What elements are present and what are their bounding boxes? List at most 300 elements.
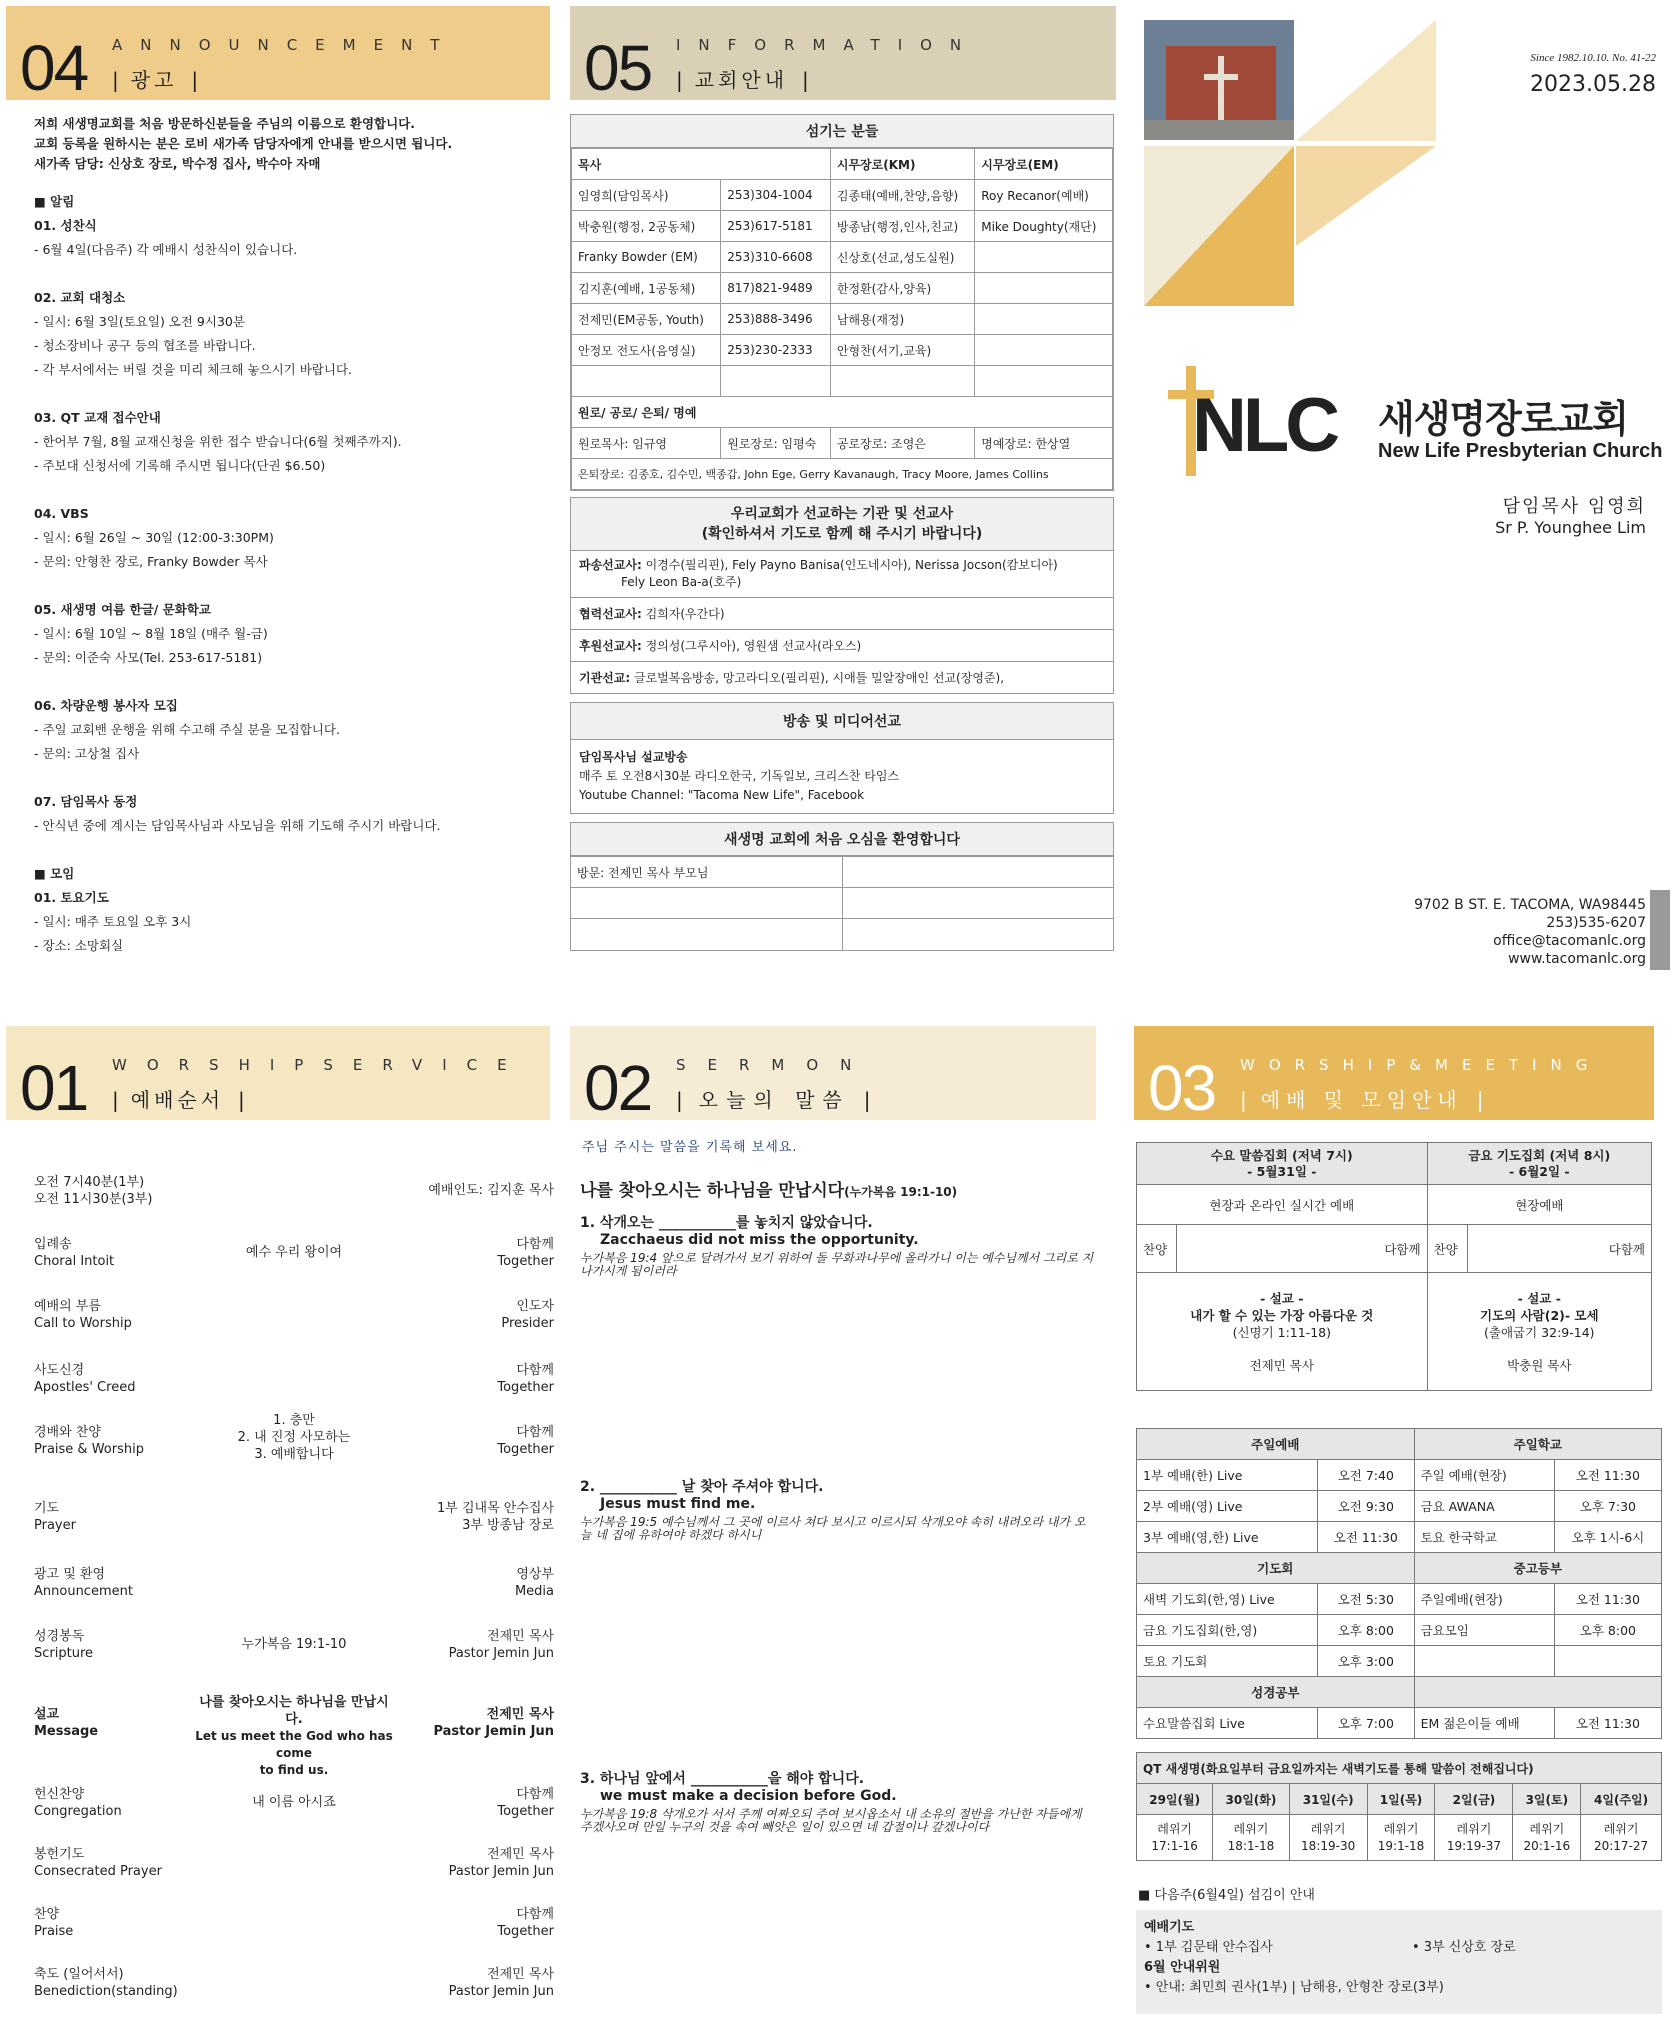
worship-item-leader <box>384 1906 554 1940</box>
cell: 금요 기도집회(한,영) <box>1137 1615 1318 1646</box>
cell: 새벽 기도회(한,영) Live <box>1137 1584 1318 1615</box>
meeting-line: - 일시: 매주 토요일 오후 3시 <box>34 914 192 929</box>
point-verse: 누가복음 19:5 예수님께서 그 곳에 이르사 쳐다 보시고 이르시되 삭개오야 속히 내려오라 내가 오늘 네 집에 유하여야 하겠다 하시니 <box>580 1515 1086 1542</box>
content-line: 예수 우리 왕이여 <box>245 1245 343 1260</box>
cell: 오전 11:30 <box>1554 1708 1661 1739</box>
worship-row <box>34 1628 554 1678</box>
worship-item-content <box>194 1636 394 1653</box>
table-row <box>1137 1522 1662 1553</box>
section-eng-title: WORSHIP&MEETING <box>1240 1056 1602 1074</box>
cell: 오전 11:30 <box>1554 1584 1661 1615</box>
table-row <box>572 304 1113 335</box>
worship-row <box>34 1362 554 1412</box>
table-row <box>1137 1491 1662 1522</box>
servers-box <box>570 114 1114 491</box>
item-kor: 사도신경 <box>34 1363 85 1378</box>
cell: 방종남(행정,인사,친교) <box>830 211 974 242</box>
midweek-table <box>1136 1142 1652 1391</box>
cell: 253)617-5181 <box>721 211 831 242</box>
qt-ref: 19:1-18 <box>1377 1838 1425 1853</box>
qt-reading <box>1513 1815 1581 1861</box>
notice-line: - 문의: 이준숙 사모(Tel. 253-617-5181) <box>34 650 263 665</box>
leader-kor: 전제민 목사 <box>487 1629 554 1644</box>
worship-item-label <box>34 1846 194 1880</box>
leader-kor: 전제민 목사 <box>487 1847 554 1862</box>
cell: 금요 AWANA <box>1414 1491 1554 1522</box>
item-kor: 예배의 부름 <box>34 1299 101 1314</box>
worship-item-leader <box>384 1786 554 1820</box>
service-times <box>34 1174 554 1224</box>
notice-line: - 한어부 7월, 8월 교재신청을 위한 접수 받습니다(6월 첫째주까지). <box>34 434 402 449</box>
notice-line: - 6월 4일(다음주) 각 예배시 성찬식이 있습니다. <box>34 242 298 257</box>
point-kor: 1. 삭개오는 ___________를 놓치지 않았습니다. <box>580 1215 873 1231</box>
section-kor-title: | 오늘의 말씀 | <box>676 1084 878 1113</box>
sched-head: 주일예배 <box>1137 1429 1415 1460</box>
cell <box>975 242 1113 273</box>
prayer-label: 예배기도 <box>1144 1920 1195 1935</box>
mission-text: Fely Leon Ba-a(호주) <box>621 575 742 589</box>
cell: 방문: 전제민 목사 부모님 <box>571 857 842 888</box>
qt-ref: 20:17-27 <box>1593 1838 1649 1853</box>
table-row <box>572 335 1113 366</box>
worship-item-content <box>194 1412 394 1463</box>
next-week-title: ■ 다음주(6월4일) 섬김이 안내 <box>1138 1888 1315 1903</box>
content-line: 3. 예배합니다 <box>254 1447 334 1462</box>
cover-graphic <box>1136 6 1466 316</box>
section-eng-title: WORSHIPSERVICE <box>112 1056 527 1074</box>
church-name-eng: New Life Presbyterian Church <box>1378 440 1663 462</box>
leader-kor: 다함께 <box>516 1907 554 1922</box>
media-line: 매주 토 오전8시30분 라디오한국, 기독일보, 크리스찬 타임스 <box>579 769 900 783</box>
item-kor: 설교 <box>34 1707 60 1722</box>
cell: 오후 1시-6시 <box>1554 1522 1661 1553</box>
cell: 전제민(EM공동, Youth) <box>572 304 721 335</box>
qt-book: 레위기 <box>1233 1821 1269 1836</box>
since-info: Since 1982.10.10. No. 41-22 <box>1530 52 1656 64</box>
cell: 오전 11:30 <box>1318 1522 1415 1553</box>
qt-book: 레위기 <box>1310 1821 1346 1836</box>
worship-leader: 예배인도: 김지훈 목사 <box>428 1183 554 1198</box>
meeting-header: ■ 모임 <box>34 866 75 881</box>
leader-eng: Presider <box>501 1316 554 1331</box>
fri-sermon-title: 기도의 사람(2)- 모세 <box>1480 1307 1599 1323</box>
worship-item-label <box>34 1966 194 2000</box>
cell: 253)310-6608 <box>721 242 831 273</box>
worship-item-label <box>34 1906 194 1940</box>
announcement-panel <box>6 6 550 1006</box>
cell <box>975 304 1113 335</box>
cell: 253)230-2333 <box>721 335 831 366</box>
sermon-title <box>580 1176 1100 1201</box>
cell: 김지훈(예배, 1공동체) <box>572 273 721 304</box>
notice-item <box>34 598 534 670</box>
cell: 817)821-9489 <box>721 273 831 304</box>
cell: 원로목사: 임규영 <box>572 428 721 459</box>
mission-text: 김희자(우간다) <box>645 607 725 621</box>
cell: Mike Doughty(재단) <box>975 211 1113 242</box>
missions-title <box>571 498 1113 551</box>
cell: 한정환(감사,양육) <box>830 273 974 304</box>
content-line: 나를 찾아오시는 하나님을 만납시다. <box>199 1695 389 1727</box>
fri-sermon-ref: (출애굽기 32:9-14) <box>1484 1324 1595 1340</box>
qt-ref: 17:1-16 <box>1151 1838 1198 1853</box>
qt-day: 2일(금) <box>1435 1784 1513 1815</box>
time-line: 오전 7시40분(1부) <box>34 1175 145 1190</box>
notice-line: - 주보대 신청서에 기록해 주시면 됩니다(단권 $6.50) <box>34 458 326 473</box>
elders-title: 원로/ 공로/ 은퇴/ 명예 <box>572 397 1113 428</box>
next-week-box <box>1136 1910 1662 2014</box>
mission-text: 글로벌복음방송, 망고라디오(필리핀), 시애틀 밀알장애인 선교(장영준), <box>634 671 1005 685</box>
point-verse: 누가복음 19:8 삭개오가 서서 주께 여짜오되 주여 보시옵소서 내 소유의 절반을 가난한 자들에게 주겠사오며 만일 누구의 것을 속여 빼앗은 일이 있으면 네 갑절이나 갚겠나이다 <box>580 1807 1082 1834</box>
cell <box>1414 1646 1554 1677</box>
table-row <box>572 366 1113 397</box>
worship-row <box>34 1500 554 1550</box>
notice-title: 02. 교회 대청소 <box>34 290 126 305</box>
mission-label: 파송선교사: <box>579 558 642 572</box>
cell: 신상호(선교,성도실원) <box>830 242 974 273</box>
sermon-label: - 설교 - <box>1517 1290 1561 1306</box>
wed-preacher: 전제민 목사 <box>1249 1357 1314 1373</box>
church-logo <box>1164 366 1664 476</box>
table-row <box>1137 1615 1662 1646</box>
cell: 수요말씀집회 Live <box>1137 1708 1318 1739</box>
notice-title: 01. 성찬식 <box>34 218 97 233</box>
worship-row <box>34 1413 554 1474</box>
cell: 남해용(재정) <box>830 304 974 335</box>
mission-row <box>571 662 1113 693</box>
section-eng-title: ANNOUNCEMENT <box>112 36 458 54</box>
qt-day: 31일(수) <box>1289 1784 1367 1815</box>
qt-ref: 20:1-16 <box>1523 1838 1571 1853</box>
worship-item-label <box>34 1236 194 1270</box>
item-eng: Announcement <box>34 1584 133 1599</box>
welcome-title: 새생명 교회에 처음 오심을 환영합니다 <box>571 823 1113 856</box>
bulletin-date: 2023.05.28 <box>1530 72 1656 97</box>
qt-book: 레위기 <box>1603 1821 1639 1836</box>
cell: Roy Recanor(예배) <box>975 180 1113 211</box>
mission-row <box>571 598 1113 630</box>
worship-row <box>34 1786 554 1836</box>
mission-row <box>571 630 1113 662</box>
leader-eng: Together <box>497 1924 554 1939</box>
servers-table <box>571 148 1113 490</box>
sermon-ref: (누가복음 19:1-10) <box>844 1185 958 1199</box>
notice-line: - 일시: 6월 26일 ~ 30일 (12:00-3:30PM) <box>34 530 274 545</box>
cell: 금요모임 <box>1414 1615 1554 1646</box>
worship-item-leader <box>384 1566 554 1600</box>
point-eng: Jesus must find me. <box>600 1496 756 1512</box>
pastor-kor: 담임목사 임영희 <box>1502 496 1646 517</box>
sermon-panel <box>570 1026 1096 2036</box>
qt-ref: 18:19-30 <box>1301 1838 1356 1853</box>
table-row <box>572 242 1113 273</box>
cell: 임영희(담임목사) <box>572 180 721 211</box>
usher-label: 6월 안내위원 <box>1144 1960 1221 1975</box>
notice-line: - 문의: 고상철 집사 <box>34 746 140 761</box>
cell: 오전 7:40 <box>1318 1460 1415 1491</box>
notice-line: - 안식년 중에 계시는 담임목사님과 사모님을 위해 기도해 주시기 바랍니다. <box>34 818 441 833</box>
cell: 토요 기도회 <box>1137 1646 1318 1677</box>
worship-item-leader <box>384 1500 554 1534</box>
cover-panel <box>1136 6 1676 1006</box>
intro-line: 새가족 담당: 신상호 장로, 박수정 집사, 박수아 자매 <box>34 156 321 171</box>
worship-item-leader <box>384 1424 554 1458</box>
section-number: 03 <box>1148 1052 1216 1124</box>
content-line: Let us meet the God who has come <box>195 1729 393 1760</box>
wed-title-cell <box>1137 1143 1428 1185</box>
leader-eng: Together <box>497 1804 554 1819</box>
wed-sermon-title: 내가 할 수 있는 가장 아름다운 것 <box>1190 1307 1374 1323</box>
item-kor: 광고 및 환영 <box>34 1567 106 1582</box>
qt-reading <box>1289 1815 1367 1861</box>
worship-row <box>34 1846 554 1896</box>
sermon-point <box>580 1212 1096 1278</box>
point-kor: 2. ___________ 날 찾아 주셔야 합니다. <box>580 1479 824 1495</box>
table-row <box>1137 1460 1662 1491</box>
col-head: 시무장로(KM) <box>830 149 974 180</box>
point-eng: Zacchaeus did not miss the opportunity. <box>600 1232 919 1248</box>
wed-type: 현장과 온라인 실시간 예배 <box>1137 1185 1428 1225</box>
sched-head: 주일학교 <box>1414 1429 1661 1460</box>
sermon-title-text: 나를 찾아오시는 하나님을 만납시다 <box>580 1181 845 1201</box>
worship-item-label <box>34 1566 194 1600</box>
worship-item-label <box>34 1706 194 1740</box>
sched-head: 기도회 <box>1137 1553 1415 1584</box>
mission-text: 정의성(그루시아), 영원샘 선교사(라오스) <box>645 639 862 653</box>
section-eng-title: SERMON <box>676 1056 874 1074</box>
qt-book: 레위기 <box>1157 1821 1193 1836</box>
sermon-point <box>580 1476 1096 1542</box>
section-kor-title: | 예배순서 | <box>112 1084 249 1113</box>
media-box <box>570 702 1114 814</box>
cell: 박충원(행정, 2공동체) <box>572 211 721 242</box>
item-kor: 봉헌기도 <box>34 1847 85 1862</box>
item-kor: 기도 <box>34 1501 60 1516</box>
meeting-header <box>1134 1026 1654 1124</box>
point-eng: we must make a decision before God. <box>600 1788 897 1804</box>
meeting-line: - 장소: 소망회실 <box>34 938 124 953</box>
website-line: www.tacomanlc.org <box>1508 951 1646 967</box>
worship-item-leader <box>384 1236 554 1270</box>
missions-title-line: 우리교회가 선교하는 기관 및 선교사 <box>730 506 954 522</box>
praise-label: 찬양 <box>1427 1225 1467 1273</box>
worship-item-leader <box>384 1628 554 1662</box>
notice-title: 03. QT 교재 접수안내 <box>34 410 161 425</box>
item-eng: Praise <box>34 1924 74 1939</box>
leader-kor: 다함께 <box>516 1425 554 1440</box>
cell: Franky Bowder (EM) <box>572 242 721 273</box>
cell: 3부 예배(영,한) Live <box>1137 1522 1318 1553</box>
leader-kor: 영상부 <box>516 1567 554 1582</box>
point-verse: 누가복음 19:4 앞으로 달려가서 보기 위하여 돌 무화과나무에 올라가니 이는 예수님께서 그리로 지나가시게 됨이러라 <box>580 1251 1094 1278</box>
cell: 안정모 전도사(음영실) <box>572 335 721 366</box>
point-kor: 3. 하나님 앞에서 ___________을 해야 합니다. <box>580 1771 865 1787</box>
worship-header <box>6 1026 550 1124</box>
item-eng: Call to Worship <box>34 1316 132 1331</box>
cell: 김종태(예배,찬양,음향) <box>830 180 974 211</box>
worship-item-label <box>34 1786 194 1820</box>
qt-reading <box>1367 1815 1435 1861</box>
section-number: 05 <box>584 32 652 104</box>
leader-eng: Pastor Jemin Jun <box>448 1984 554 1999</box>
notice-item <box>34 790 534 838</box>
wed-sermon-cell <box>1137 1273 1428 1391</box>
side-bar <box>1650 890 1670 970</box>
cell: 253)888-3496 <box>721 304 831 335</box>
praise-leader: 다함께 <box>1177 1225 1428 1273</box>
cell: 오후 3:00 <box>1318 1646 1415 1677</box>
table-row <box>1137 1646 1662 1677</box>
sermon-header <box>570 1026 1096 1124</box>
worship-item-content <box>194 1794 394 1811</box>
notice-title: 05. 새생명 여름 한글/ 문화학교 <box>34 602 211 617</box>
retired-elders: 은퇴장로: 김종호, 김수민, 백종갑, John Ege, Gerry Kavanaugh, Tracy Moore, James Collins <box>572 459 1113 490</box>
sermon-label: - 설교 - <box>1260 1290 1304 1306</box>
item-eng: Consecrated Prayer <box>34 1864 162 1879</box>
sermon-prompt: 주님 주시는 말씀을 기록해 보세요. <box>582 1140 798 1155</box>
notice-line: - 문의: 안형찬 장로, Franky Bowder 목사 <box>34 554 268 569</box>
leader-eng: Pastor Jemin Jun <box>448 1646 554 1661</box>
pastor-eng: Sr P. Younghee Lim <box>1495 518 1646 537</box>
fri-sermon-cell <box>1427 1273 1651 1391</box>
item-kor: 축도 (일어서서) <box>34 1967 124 1982</box>
item-kor: 찬양 <box>34 1907 60 1922</box>
col-head: 목사 <box>572 149 831 180</box>
cell <box>1554 1646 1661 1677</box>
qt-reading <box>1213 1815 1289 1861</box>
table-row <box>572 211 1113 242</box>
cell: 주일예배(현장) <box>1414 1584 1554 1615</box>
worship-item-leader <box>384 1706 554 1740</box>
information-header <box>570 6 1116 104</box>
content-line: 누가복음 19:1-10 <box>241 1637 347 1652</box>
media-title: 방송 및 미디어선교 <box>571 703 1113 740</box>
worship-item-content <box>194 1244 394 1261</box>
cell: 오후 8:00 <box>1554 1615 1661 1646</box>
mission-text: 이경수(필리핀), Fely Payno Banisa(인도네시아), Nerissa Jocson(캄보디아) <box>645 558 1058 572</box>
cell: 오후 7:00 <box>1318 1708 1415 1739</box>
leader-kor: 전제민 목사 <box>487 1967 554 1982</box>
worship-item-label <box>34 1500 194 1534</box>
schedule-table <box>1136 1428 1662 1739</box>
notice-item <box>34 286 534 382</box>
notice-line: - 청소장비나 공구 등의 협조를 바랍니다. <box>34 338 256 353</box>
qt-day: 3일(토) <box>1513 1784 1581 1815</box>
welcome-box <box>570 822 1114 951</box>
leader-eng: Together <box>497 1442 554 1457</box>
notice-item <box>34 502 534 574</box>
praise-leader: 다함께 <box>1467 1225 1651 1273</box>
qt-book: 레위기 <box>1456 1821 1492 1836</box>
notice-title: 04. VBS <box>34 506 89 521</box>
sched-head: 성경공부 <box>1137 1677 1415 1708</box>
worship-panel <box>6 1026 554 2036</box>
worship-row <box>34 1566 554 1616</box>
notice-title: 07. 담임목사 동정 <box>34 794 138 809</box>
qt-day: 4일(주일) <box>1581 1784 1662 1815</box>
leader-kor: 전제민 목사 <box>486 1707 554 1722</box>
notice-title: 06. 차량운행 봉사자 모집 <box>34 698 178 713</box>
qt-ref: 19:19-37 <box>1446 1838 1502 1853</box>
item-eng: Choral Intoit <box>34 1254 115 1269</box>
worship-item-leader <box>384 1362 554 1396</box>
time-line: 오전 11시30분(3부) <box>34 1192 153 1207</box>
praise-label: 찬양 <box>1137 1225 1177 1273</box>
leader-eng: 3부 방종남 장로 <box>462 1518 554 1533</box>
qt-book: 레위기 <box>1383 1821 1419 1836</box>
fri-date: - 6월2일 - <box>1508 1163 1570 1179</box>
leader-eng: Pastor Jemin Jun <box>433 1724 554 1739</box>
section-number: 04 <box>20 32 88 104</box>
fri-type: 현장예배 <box>1427 1185 1651 1225</box>
section-number: 01 <box>20 1052 88 1124</box>
item-kor: 성경봉독 <box>34 1629 85 1644</box>
media-line: Youtube Channel: "Tacoma New Life", Facebook <box>579 788 865 802</box>
mission-label: 후원선교사: <box>579 639 642 653</box>
worship-item-leader <box>384 1966 554 2000</box>
worship-item-label <box>34 1298 194 1332</box>
qt-reading <box>1435 1815 1513 1861</box>
leader-kor: 다함께 <box>516 1237 554 1252</box>
mission-label: 기관선교: <box>579 671 631 685</box>
cell: 1부 예배(한) Live <box>1137 1460 1318 1491</box>
missions-subtitle: (확인하셔서 기도로 함께 해 주시기 바랍니다) <box>701 526 983 542</box>
intro-line: 교회 등록을 원하시는 분은 로비 새가족 담당자에게 안내를 받으시면 됩니다. <box>34 136 453 151</box>
table-row <box>1137 1584 1662 1615</box>
content-line: to find us. <box>259 1763 329 1777</box>
section-kor-title: | 예배 및 모임안내 | <box>1240 1084 1489 1113</box>
leader-eng: Together <box>497 1380 554 1395</box>
item-eng: Benediction(standing) <box>34 1984 178 1999</box>
notice-line: - 각 부서에서는 버릴 것을 미리 체크해 놓으시기 바랍니다. <box>34 362 352 377</box>
notice-line: - 일시: 6월 10일 ~ 8월 18일 (매주 월-금) <box>34 626 268 641</box>
usher-line: • 안내: 최민희 권사(1부) | 남해용, 안형찬 장로(3부) <box>1144 1980 1444 1995</box>
table-row <box>1137 1708 1662 1739</box>
worship-row <box>34 1966 554 2016</box>
leader-kor: 인도자 <box>516 1299 554 1314</box>
qt-table <box>1136 1752 1662 1861</box>
qt-reading <box>1137 1815 1213 1861</box>
servers-title: 섬기는 분들 <box>571 115 1113 148</box>
cell <box>975 335 1113 366</box>
phone-line: 253)535-6207 <box>1546 915 1646 931</box>
item-kor: 경배와 찬양 <box>34 1425 101 1440</box>
qt-book: 레위기 <box>1529 1821 1565 1836</box>
item-kor: 입례송 <box>34 1237 72 1252</box>
cell: 원로장로: 임평숙 <box>721 428 831 459</box>
item-eng: Message <box>34 1724 99 1739</box>
welcome-table <box>571 856 1113 950</box>
fri-title-cell <box>1427 1143 1651 1185</box>
section-kor-title: | 광고 | <box>112 64 202 93</box>
cell: 253)304-1004 <box>721 180 831 211</box>
mission-label: 협력선교사: <box>579 607 642 621</box>
intro-line: 저희 새생명교회를 처음 방문하신분들을 주님의 이름으로 환영합니다. <box>34 116 416 131</box>
qt-day: 29일(월) <box>1137 1784 1213 1815</box>
fri-title: 금요 기도집회 (저녁 8시) <box>1468 1147 1611 1163</box>
information-panel <box>570 6 1116 1006</box>
media-line: 담임목사님 설교방송 <box>579 750 688 764</box>
qt-day: 30일(화) <box>1213 1784 1289 1815</box>
cell: 오후 7:30 <box>1554 1491 1661 1522</box>
leader-eng: Media <box>514 1584 554 1599</box>
notice-item <box>34 694 534 766</box>
cell: 오후 8:00 <box>1318 1615 1415 1646</box>
meeting-title: 01. 토요기도 <box>34 890 109 905</box>
notice-line: - 일시: 6월 3일(토요일) 오전 9시30분 <box>34 314 245 329</box>
notice-item <box>34 406 534 478</box>
content-line: 2. 내 진정 사모하는 <box>237 1430 351 1445</box>
